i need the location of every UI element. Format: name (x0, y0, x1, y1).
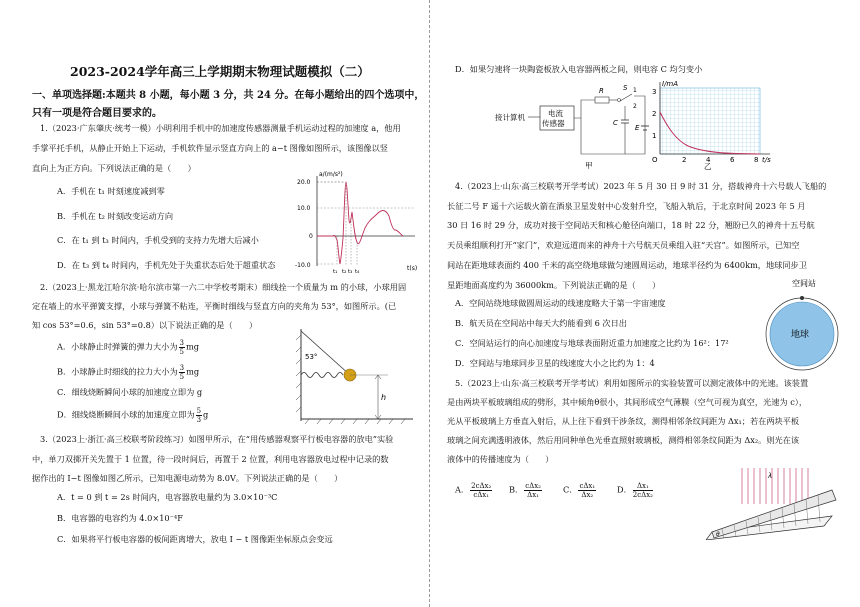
q3-s-label: S (623, 84, 628, 92)
q4-option-d: D．空间站与地球同步卫星的线速度大小之比约为 1：4 (455, 358, 655, 368)
q1-option-a: A．手机在 t₁ 时刻速度减到零 (57, 186, 165, 196)
q3-stem-line1: 3.（2023上·浙江·高三校联考阶段练习）如图甲所示，在“用传感器观察平行板电容器的放电”实验 (40, 434, 394, 444)
q3-switch-2: 2 (633, 103, 637, 110)
q3-it-graph (642, 78, 782, 170)
q5-stem-line4: 玻璃之间充满透明液体，然后用同种单色光垂直照射玻璃板，测得相邻条纹间距为 Δx₂。则光在该 (447, 435, 800, 445)
q1-option-b: B．手机在 t₂ 时刻改变运动方向 (57, 211, 174, 221)
q3-graph-xtick-8: 8 (754, 156, 759, 164)
q1-stem-line2: 手掌平托手机，从静止开始上下运动，手机软件显示竖直方向上的 a−t 图像如图所示，该图像以竖 (32, 143, 388, 153)
q2-h-label: h (381, 393, 387, 402)
q5-option-d: D． $\frac{\text{Δx₁}}{\text{2cΔx₂}}$ (617, 482, 653, 499)
q2-angle-label: 53° (305, 353, 318, 361)
q3-switch-1: 1 (633, 87, 637, 94)
q1-graph-ytick-neg10: -10.0 (295, 262, 311, 269)
q2-option-b: B．小球静止时细线的拉力大小为 $\frac{3}{5}$ mg (57, 364, 200, 381)
q4-stem-line4: 天员乘组顺利打开“家门”，欢迎远道而来的神舟十六号航天员乘组入驻“天宫”。如图所示，已知空 (447, 240, 800, 250)
q4-stem-line6: 星距地面高度约为 36000km。下列说法正确的是（ ） (447, 280, 661, 290)
q5-stem-line3: 光从平板玻璃上方垂直入射后，从上往下看到干涉条纹，测得相邻条纹间距为 Δx₁；若在两块平板 (447, 416, 800, 426)
q1-stem-line1: 1.（2023·广东肇庆·统考一模）小明利用手机中的加速度传感器测量手机运动过程的加速度 a，他用 (40, 123, 401, 133)
q3-computer-label: 接计算机 (495, 113, 525, 122)
q3-graph-xlabel: t/s (762, 156, 771, 164)
q3-caption-jia: 甲 (585, 161, 593, 170)
q5-stem-line1: 5.（2023上·山东·高三校联考开学考试）利用如图所示的实验装置可以测定液体中的光速。该装置 (455, 378, 809, 388)
q5-wedge-diagram (702, 466, 842, 540)
q5-stem-line2: 是由两块平板玻璃组成的劈形，其中倾角θ很小，其间形成空气薄膜（空气可视为真空，光速为 c）， (447, 397, 808, 407)
q1-option-c: C．在 t₁ 到 t₃ 时间内，手机受到的支持力先增大后减小 (57, 235, 259, 245)
q2-spring-diagram (293, 325, 418, 427)
q1-graph-ytick-20: 20.0 (297, 179, 311, 186)
q3-option-b: B．电容器的电容约为 4.0×10⁻⁴F (57, 513, 183, 523)
q3-stem-line3: 据作出的 I−t 图像如图乙所示，已知电源电动势为 8.0V。下列说法正确的是（ ） (32, 473, 343, 483)
q1-graph-t4: t₄ (355, 269, 360, 275)
q4-stem-line5: 间站在距地球表面约 400 千米的高空绕地球做匀速圆周运动，地球半径约为 6400km，地球同步卫 (447, 260, 807, 270)
q3-graph-xtick-4: 4 (706, 156, 711, 164)
q3-option-a: A．t = 0 到 t = 2s 时间内，电容器放电量约为 3.0×10⁻³C (57, 492, 278, 502)
q4-orbit-diagram (760, 276, 840, 372)
q1-graph-ytick-0: 0 (309, 233, 313, 240)
q2-option-d: D．细线烧断瞬间小球的加速度立即为 $\frac{5}{3}$ g (57, 407, 209, 424)
q1-graph-ylabel: a/(m/s²) (319, 171, 343, 178)
q3-graph-ylabel: I/mA (662, 80, 679, 88)
q3-graph-xtick-2: 2 (682, 156, 687, 164)
q3-graph-xtick-6: 6 (730, 156, 735, 164)
q4-station-dot (800, 296, 804, 300)
q1-graph-t2: t₂ (342, 269, 347, 275)
q1-option-d: D．在 t₃ 到 t₄ 时间内，手机先处于失重状态后处于超重状态 (57, 260, 276, 270)
q3-graph-ytick-3: 3 (652, 88, 657, 96)
q2-option-a: A．小球静止时弹簧的弹力大小为 $\frac{3}{5}$ mg (57, 339, 200, 356)
q1-at-graph (295, 168, 425, 278)
q4-option-a: A．空间站绕地球做圆周运动的线速度略大于第一宇宙速度 (455, 298, 666, 308)
q3-sensor-label2: 传感器 (542, 119, 565, 128)
section-heading-cont: 只有一项是符合题目要求的。 (32, 108, 162, 119)
q3-circuit-diagram (495, 80, 650, 172)
q4-station-label: 空间站 (792, 279, 816, 288)
q3-r-label: R (599, 87, 604, 95)
q3-stem-line2: 中，单刀双掷开关先置于 1 位置，待一段时间后，再置于 2 位置，利用电容器放电过程中记录的数 (32, 454, 389, 464)
section-heading: 一、单项选择题:本题共 8 小题，每小题 3 分，共 24 分。在每小题给出的四个选项中， (32, 90, 425, 101)
q3-c-label: C (613, 119, 618, 127)
q1-graph-ytick-10: 10.0 (297, 205, 311, 212)
q5-option-a: A． $\frac{\text{2cΔx₂}}{\text{cΔx₁}}$ (455, 482, 492, 499)
q1-stem-line3: 直向上为正方向。下列说法正确的是（ ） (32, 163, 196, 173)
q5-stem-line5: 液体中的传播速度为（ ） (447, 454, 554, 464)
q5-option-b: B． $\frac{\text{cΔx₂}}{\text{Δx₁}}$ (509, 482, 541, 499)
q3-e-label: E (635, 124, 640, 132)
q5-theta-label: θ (716, 531, 720, 538)
q4-stem-line3: 30 日 16 时 29 分，成功对接于空间站天和核心舱径向端口，18 时 22 分，翘盼已久的神舟十五号航 (447, 220, 815, 230)
q5-lambda-label: λ (768, 472, 773, 480)
page-title: 2023-2024学年高三上学期期末物理试题模拟（二） (70, 64, 370, 79)
q2-stem-line3: 知 cos 53°=0.6，sin 53°=0.8）以下说法正确的是（ ） (32, 320, 258, 330)
q2-stem-line2: 定在墙上的水平弹簧支撑，小球与弹簧不粘连，平衡时细线与竖直方向的夹角为 53°，如图所示。(已 (32, 301, 397, 311)
q4-stem-line2: 长征二号 F 遥十六运载火箭在酒泉卫星发射中心发射升空，飞船入轨后，于北京时间 2023 年 5 月 (447, 201, 806, 211)
q3-graph-ytick-2: 2 (652, 110, 657, 118)
q2-option-c: C．细线烧断瞬间小球的加速度立即为 g (57, 387, 203, 397)
q3-option-d: D．如果匀速将一块陶瓷板放入电容器两板之间，则电容 C 均匀变小 (455, 64, 703, 74)
q4-stem-line1: 4.（2023上·山东·高三校联考开学考试）2023 年 5 月 30 日 9 时 31 分，搭载神舟十六号载人飞船的 (455, 181, 827, 191)
q4-option-c: C．空间站运行的向心加速度与地球表面附近重力加速度之比约为 16²：17² (455, 338, 729, 348)
q3-caption-yi: 乙 (704, 162, 712, 170)
column-divider (429, 0, 430, 607)
q4-option-b: B．航天员在空间站中每天大约能看到 6 次日出 (455, 318, 627, 328)
q3-graph-ytick-1: 1 (652, 132, 657, 140)
q1-graph-t3: t₃ (348, 269, 353, 275)
q5-option-c: C． $\frac{\text{cΔx₁}}{\text{Δx₂}}$ (563, 482, 596, 499)
q4-earth-label: 地球 (791, 330, 810, 340)
q1-graph-t1: t₁ (333, 269, 338, 275)
q3-resistor (595, 97, 609, 103)
q3-graph-xtick-o: O (652, 156, 658, 164)
q1-graph-xlabel: t(s) (407, 265, 418, 272)
q3-option-c: C．如果将平行板电容器的板间距离增大，放电 I − t 图像距坐标原点会变远 (57, 534, 333, 544)
q2-stem-line1: 2.（2023上·黑龙江哈尔滨·哈尔滨市第一六二中学校考期末）细线拴一个质量为 m 的小球，小球用固 (40, 282, 407, 292)
q3-sensor-label1: 电流 (548, 109, 563, 118)
